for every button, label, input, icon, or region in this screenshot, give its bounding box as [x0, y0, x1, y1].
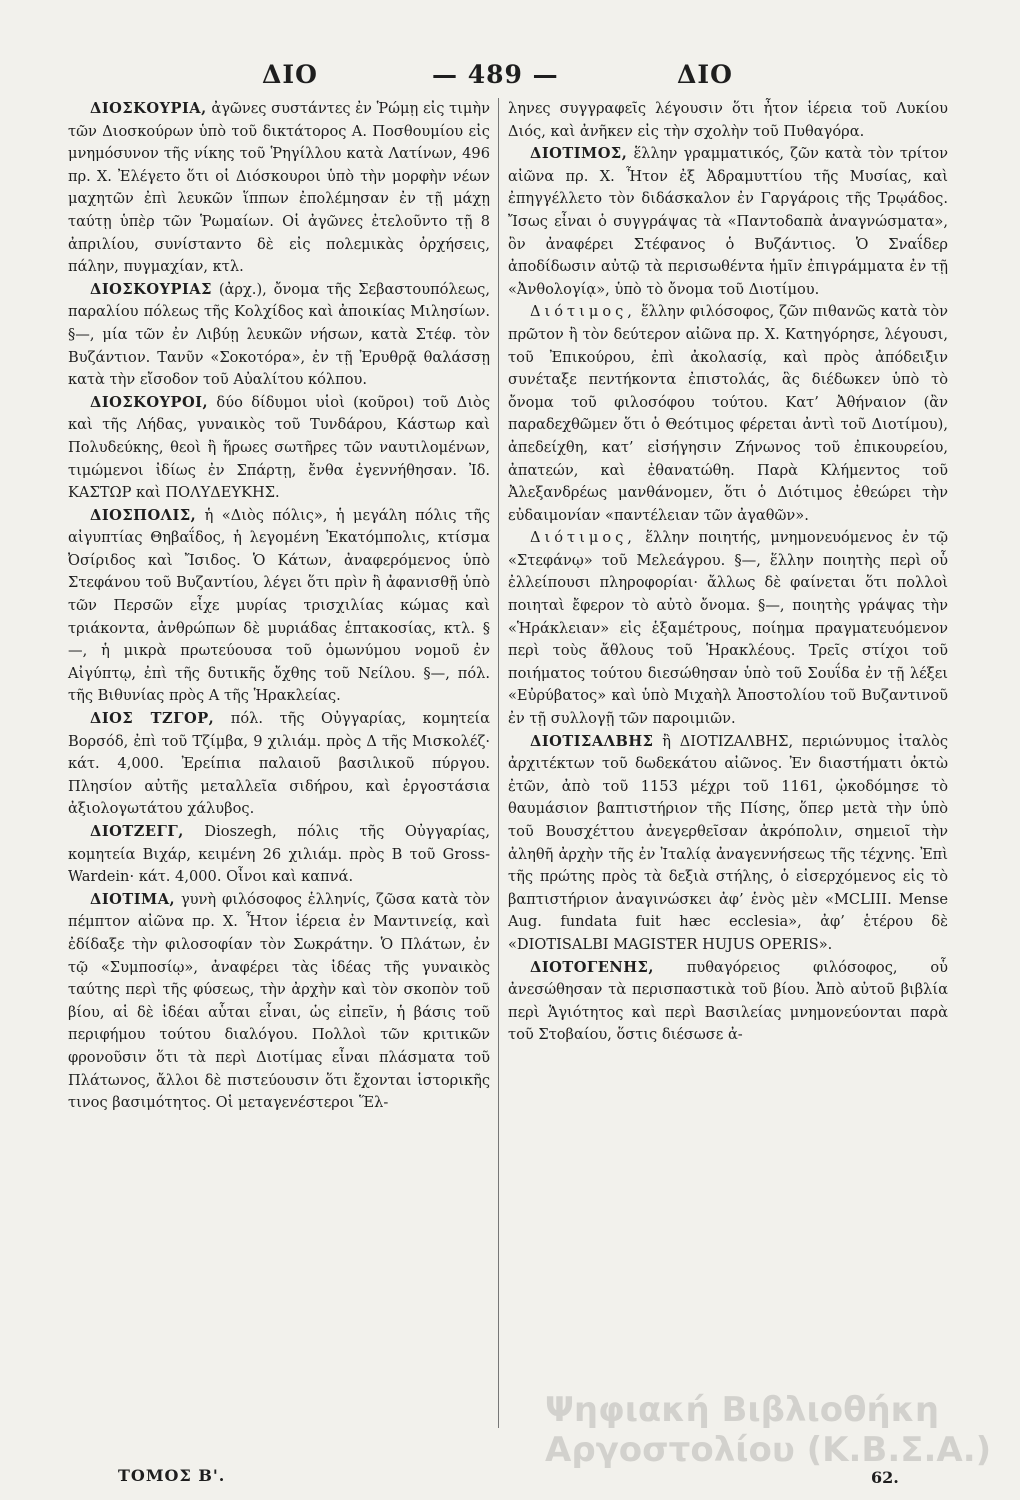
entry-headword: ΔΙΟΤΙΜΟΣ,	[530, 145, 628, 163]
entry-text: ἡ «Διὸς πόλις», ἡ μεγάλη πόλις τῆς αἰγυπτίας Θηβαΐδος, ἡ λεγομένη Ἑκατόμπολις, κτίσμα Ὀσίριδος καὶ Ἴσιδος. Ὁ Κάτων, ἀναφερόμενος ὑπὸ Στεφάνου τοῦ Βυζαντίου, λέγει ὅτι πρὶν ἢ ἀφανισθῇ ὑπὸ τῶν Περσῶν εἶχε μυρίας τρισχιλίας κώμας καὶ τριάκοντα, ἀνθρώπων δὲ μυριάδας ἑπτακοσίας, κτλ. §—, ἡ μικρὰ πρωτεύουσα τοῦ ὁμωνύμου νομοῦ ἐν Αἰγύπτῳ, ἐπὶ τῆς δυτικῆς ὄχθης τοῦ Νείλου. §—, πόλ. τῆς Βιθυνίας πρὸς Α τῆς Ἡρακλείας.	[68, 506, 490, 705]
entry	[68, 505, 490, 708]
left-column	[68, 98, 490, 1115]
entry	[68, 279, 490, 392]
entry	[508, 301, 948, 527]
entry-headword: ΔΙΟΣΚΟΥΡΟΙ,	[90, 393, 209, 411]
entry-headword: ΔΙΟΤΟΓΕΝΗΣ,	[530, 958, 654, 976]
entry	[508, 731, 948, 957]
entry	[68, 708, 490, 821]
signature-mark: 62.	[871, 1468, 899, 1487]
entry-headword: ΔΙΟΤΙΣΑΛΒΗΣ	[530, 732, 654, 750]
entry	[508, 143, 948, 301]
page-number: — 489 —	[432, 60, 559, 89]
entry-headword: ΔΙΟΤΖΕΓΓ,	[90, 823, 184, 840]
right-column	[508, 98, 948, 1047]
entry-text: δύο δίδυμοι υἱοὶ (κοῦροι) τοῦ Διὸς καὶ τῆς Λήδας, γυναικὸς τοῦ Τυνδάρου, Κάστωρ καὶ Πολυδεύκης, θεοὶ ἢ ἥρωες σωτῆρες τῶν ναυτιλομένων, τιμώμενοι ἰδίως ἐν Σπάρτῃ, ἔνθα ἐγεννήθησαν. Ἰδ. ΚΑΣΤΩΡ καὶ ΠΟΛΥΔΕΥΚΗΣ.	[68, 393, 490, 502]
entry-text: ἕλλην φιλόσοφος, ζῶν πιθανῶς κατὰ τὸν πρῶτον ἢ τὸν δεύτερον αἰῶνα πρ. Χ. Κατηγόρησε, λέγουσι, τοῦ Ἐπικούρου, ἐπὶ ἀκολασίᾳ, καὶ πρὸς ἀπόδειξιν συνέταξε πεντήκοντα ἐπιστολάς, ἃς διέδωκεν ὑπὸ τὸ ὄνομα τοῦ φιλοσόφου τούτου. Κατ’ Ἀθήναιον (ἂν παραδεχθῶμεν ὅτι ὁ Θεότιμος φέρεται ἀντὶ τοῦ Διοτίμου), ἀπεδείχθη, κατ’ εἰσήγησιν Ζήνωνος τοῦ ἐπικουρείου, ἀπατεών, καὶ ἐθανατώθη. Παρὰ Κλήμεντος τοῦ Ἀλεξανδρέως μανθάνομεν, ὅτι ὁ Διότιμος ἐθεώρει τὴν εὐδαιμονίαν «παντέλειαν τῶν ἀγαθῶν».	[508, 303, 948, 524]
running-header	[0, 60, 1020, 96]
entry-headword: ΔΙΟΣΚΟΥΡΙΑΣ	[90, 280, 212, 298]
entry	[508, 527, 948, 730]
entry	[508, 957, 948, 1047]
entry-text: Dioszegh, πόλις τῆς Οὐγγαρίας, κομητεία Βιχάρ, κειμένη 26 χιλιάμ. πρὸς Β τοῦ Gross-Wardein· κάτ. 4,000. Οἶνοι καὶ καπνά.	[68, 823, 490, 886]
entry-headword: Διότιμος,	[530, 529, 636, 547]
entry-text: γυνὴ φιλόσοφος ἑλληνίς, ζῶσα κατὰ τὸν πέμπτον αἰῶνα πρ. Χ. Ἦτον ἱέρεια ἐν Μαντινείᾳ, καὶ ἐδίδαξε τὴν φιλοσοφίαν τὸν Σωκράτην. Ὁ Πλάτων, ἐν τῷ «Συμποσίῳ», ἀναφέρει τὰς ἰδέας τῆς γυναικὸς ταύτης περὶ τῆς φύσεως, τὴν ἀρχὴν καὶ τὸν σκοπὸν τοῦ βίου, αἱ δὲ ἰδέαι αὗται εἶναι, ὡς εἰπεῖν, ἡ βάσις τοῦ περιφήμου τούτου διαλόγου. Πολλοὶ τῶν κριτικῶν φρονοῦσιν ὅτι τὰ περὶ Διοτίμας εἶναι πλάσματα τοῦ Πλάτωνος, ἄλλοι δὲ πιστεύουσιν ὅτι ἔχονται ἱστορικῆς τινος βασιμότητος. Οἱ μεταγενέστεροι Ἕλ-	[68, 890, 490, 1112]
entry	[68, 821, 490, 889]
header-left-guideword: ΔΙΟ	[262, 60, 318, 89]
entry-text: (ἀρχ.), ὄνομα τῆς Σεβαστουπόλεως, παραλίου πόλεως τῆς Κολχίδος καὶ ἀποικίας Μιλησίων. §—, μία τῶν ἐν Λιβύῃ λευκῶν νήσων, κατὰ Στέφ. τὸν Βυζάντιον. Τανῦν «Σοκοτόρα», ἐν τῇ Ἐρυθρᾷ θαλάσσῃ κατὰ τὴν εἴσοδον τοῦ Αὐαλίτου κόλπου.	[68, 280, 490, 389]
entry-text: ἢ ΔΙΟΤΙΖΑΛΒΗΣ, περιώνυμος ἰταλὸς ἀρχιτέκτων τοῦ δωδεκάτου αἰῶνος. Ἐν διαστήματι ὀκτὼ ἐτῶν, ἀπὸ τοῦ 1153 μέχρι τοῦ 1161, ᾠκοδόμησε τὸ θαυμάσιον βαπτιστήριον τῆς Πίσης, ὅπερ μετὰ τὴν ὑπὸ τοῦ Βουσχέττου ἀνεγερθεῖσαν ἀκρόπολιν, σημειοῖ τὴν ἀληθῆ ἀρχὴν τῆς ἐν Ἰταλίᾳ ἀναγεννήσεως τῆς τέχνης. Ἐπὶ τῆς πρώτης πρὸς τὰ δεξιὰ στήλης, ὁ εἰσερχόμενος εἰς τὸ βαπτιστήριον ἀναγινώσκει ἀφ’ ἑνὸς μὲν «MCLIII. Mense Aug. fundata fuit hæc ecclesia», ἀφ’ ἑτέρου δὲ «DIOTISALBI MAGISTER HUJUS OPERIS».	[508, 732, 948, 953]
entry-text: ἀγῶνες συστάντες ἐν Ῥώμῃ εἰς τιμὴν τῶν Διοσκούρων ὑπὸ τοῦ δικτάτορος Α. Ποσθουμίου εἰς μνημόσυνον τῆς νίκης τοῦ Ῥηγίλλου κατὰ Λατίνων, 496 πρ. Χ. Ἐλέγετο ὅτι οἱ Διόσκουροι ὑπὸ τὴν μορφὴν νέων μαχητῶν ἐπὶ λευκῶν ἵππων ἐπολέμησαν ἐν τῇ μάχῃ ταύτῃ ὑπὲρ τῶν Ῥωμαίων. Οἱ ἀγῶνες ἐτελοῦντο τῇ 8 ἀπριλίου, συνίσταντο δὲ εἰς πολεμικὰς ὀρχήσεις, πάλην, πυγμαχίαν, κτλ.	[68, 100, 490, 276]
entry-headword: ΔΙΟΣ ΤΖΓΟΡ,	[90, 710, 215, 728]
entry-headword: ΔΙΟΣΚΟΥΡΙΑ,	[90, 100, 207, 117]
entry	[68, 98, 490, 279]
header-right-guideword: ΔΙΟ	[677, 60, 733, 89]
entry-text: ἕλλην γραμματικός, ζῶν κατὰ τὸν τρίτον αἰῶνα πρ. Χ. Ἦτον ἐξ Ἀδραμυττίου τῆς Μυσίας, καὶ ἐπηγγέλλετο τὸν διδάσκαλον ἐν Γαργάροις τῆς Τρῳάδος. Ἴσως εἶναι ὁ συγγράψας τὰ «Παντοδαπὰ ἀναγνώσματα», ὃν ἀναφέρει Στέφανος ὁ Βυζάντιος. Ὁ Σναΐδερ ἀποδίδωσιν αὐτῷ τὰ περισωθέντα ἡμῖν ἐπιγράμματα ἐν τῇ «Ἀνθολογίᾳ», ὑπὸ τὸ ὄνομα τοῦ Διοτίμου.	[508, 145, 948, 298]
entry-text: ἕλλην ποιητής, μνημονευόμενος ἐν τῷ «Στεφάνῳ» τοῦ Μελεάγρου. §—, ἕλλην ποιητὴς περὶ οὗ ἐλλείπουσι πληροφορίαι· ἄλλως δὲ φαίνεται ὅτι πολλοὶ ποιηταὶ ἔφερον τὸ αὐτὸ ὄνομα. §—, ποιητὴς γράψας τὴν «Ἡράκλειαν» εἰς ἑξαμέτρους, ποίημα πραγματευόμενον περὶ τοὺς ἄθλους τοῦ Ἡρακλέους. Τρεῖς στίχοι τοῦ ποιήματος τούτου διεσώθησαν ὑπὸ τοῦ Σουΐδα ἐν τῇ λέξει «Εὐρύβατος» καὶ ὑπὸ Μιχαὴλ Ἀποστολίου τοῦ Βυζαντινοῦ ἐν τῇ συλλογῇ τῶν παροιμιῶν.	[508, 529, 948, 728]
entry-continuation	[508, 98, 948, 143]
entry-text: ληνες συγγραφεῖς λέγουσιν ὅτι ἦτον ἱέρεια τοῦ Λυκίου Διός, καὶ ἀνῆκεν εἰς τὴν σχολὴν τοῦ Πυθαγόρα.	[508, 100, 948, 140]
volume-label: ΤΟΜΟΣ Β'.	[118, 1466, 226, 1485]
entry-headword: Διότιμος,	[530, 303, 636, 321]
entry-headword: ΔΙΟΤΙΜΑ,	[90, 890, 176, 908]
entry-text: πόλ. τῆς Οὐγγαρίας, κομητεία Βορσόδ, ἐπὶ τοῦ Τζίμβα, 9 χιλιάμ. πρὸς Δ τῆς Μισκολέζ· κάτ. 4,000. Ἐρείπια παλαιοῦ βασιλικοῦ πύργου. Πλησίον αὐτῆς μεταλλεῖα σιδήρου, καὶ ἐργοστάσια ἀξιολογωτάτου χάλυβος.	[68, 710, 491, 818]
column-divider	[498, 98, 499, 1428]
entry	[68, 889, 490, 1115]
entry-headword: ΔΙΟΣΠΟΛΙΣ,	[90, 506, 197, 524]
library-watermark: Ψηφιακή Βιβλιοθήκη Αργοστολίου (Κ.Β.Σ.Α.)	[545, 1390, 992, 1470]
entry-text: πυθαγόρειος φιλόσοφος, οὗ ἀνεσώθησαν τὰ περισπαστικὰ τοῦ βίου. Ἀπὸ αὐτοῦ βιβλία περὶ Ἁγιότητος καὶ περὶ Βασιλείας μνημονεύονται παρὰ τοῦ Στοβαίου, ὅστις διέσωσε ἀ-	[508, 958, 948, 1044]
entry	[68, 392, 490, 505]
